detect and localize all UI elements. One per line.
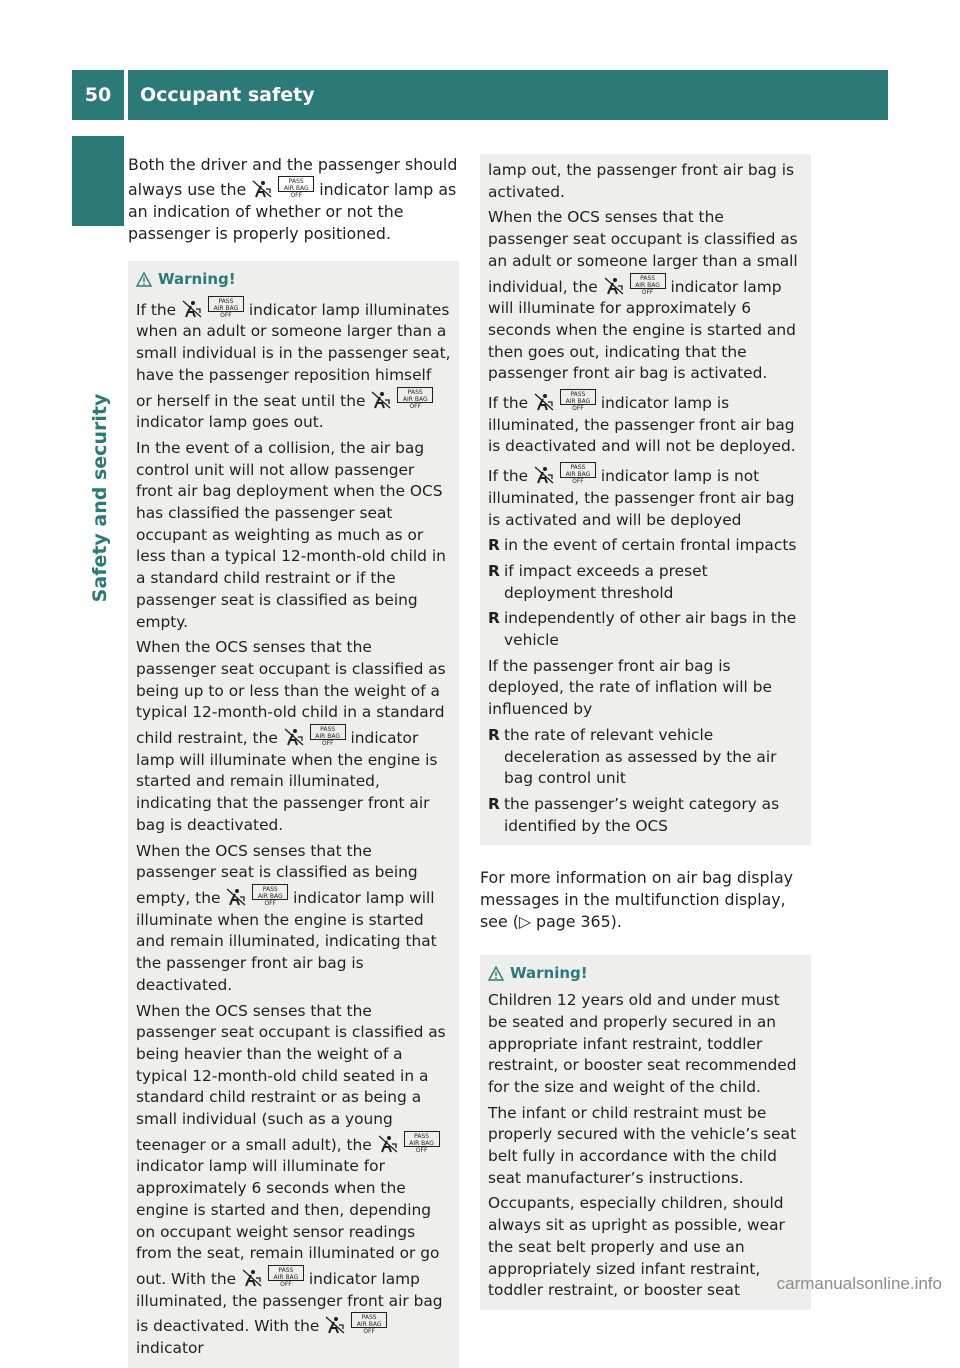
list-item [488, 561, 803, 604]
seat-occupant-icon [225, 888, 247, 906]
airbag-indicator-pair [603, 274, 666, 296]
airbag-indicator-pair [241, 1266, 304, 1288]
right-column [480, 154, 811, 1310]
pass-airbag-off-icon [252, 884, 288, 907]
warning-box-1 [128, 261, 459, 1368]
pass-airbag-off-icon [630, 273, 666, 296]
pass-airbag-off-icon [404, 1131, 440, 1154]
text: If the [488, 394, 529, 413]
seat-occupant-icon [603, 277, 625, 295]
pass-airbag-off-icon [351, 1312, 387, 1336]
pass-label: PASS [262, 885, 278, 893]
header-divider [124, 70, 128, 120]
text: indicator lamp will illuminate for approximately 6 seconds when the engine is started and then goes out, indicating that the passenger front air bag is activated. [488, 277, 796, 383]
pass-label: PASS [570, 391, 586, 399]
pass-label: PASS [218, 297, 234, 305]
pass-airbag-off-icon [310, 724, 346, 748]
warning-triangle-icon [136, 272, 152, 288]
bullet-icon: R [488, 725, 500, 744]
text: indicator lamp illuminates when an adult or someone larger than a small individual is in the passenger seat, have the passenger reposition himself or herself in the seat until the [136, 300, 451, 410]
warning-box-1-continued [480, 154, 811, 845]
airbag-off-label: AIR BAG OFF [565, 398, 591, 413]
pass-airbag-off-icon [560, 389, 596, 413]
warning-para-3 [136, 637, 451, 836]
text: When the OCS senses that the passenger seat occupant is classified as an adult or someone larger than a small individual, the [488, 208, 798, 296]
seat-occupant-icon [533, 393, 555, 411]
text: independently of other air bags in the vehicle [504, 609, 797, 650]
warning-para-4 [136, 841, 451, 997]
seat-occupant-icon [181, 300, 203, 318]
warning-title [136, 269, 451, 291]
page-number: 50 [84, 84, 112, 106]
pass-label: PASS [570, 464, 586, 472]
text: if impact exceeds a preset deployment threshold [504, 561, 708, 602]
airbag-indicator-pair [377, 1132, 440, 1154]
warning-title [488, 963, 803, 985]
list-item [488, 535, 803, 557]
pass-airbag-off-icon [208, 296, 244, 319]
pass-label: PASS [320, 726, 336, 734]
text: indicator lamp illuminated, the passenger front air bag is deactivated. With the [136, 1269, 443, 1336]
left-column [128, 154, 459, 1368]
seat-occupant-icon [533, 466, 555, 484]
text: When the OCS senses that the passenger seat occupant is classified as being up to or less than the weight of a typical 12-month-old child in a standard child restraint, the [136, 638, 446, 748]
text: indicator lamp goes out. [136, 413, 324, 432]
seat-occupant-icon [251, 180, 273, 198]
list-item [488, 608, 803, 651]
warning-para-5 [136, 1001, 451, 1360]
text: indicator lamp will illuminate for approximately 6 seconds when the engine is started and then, depending on occupant weight sensor readings from the seat, remain illuminated or go out. With the [136, 1157, 440, 1288]
pass-label: PASS [278, 1266, 294, 1274]
box-para-2 [488, 207, 803, 385]
text: If the [136, 300, 177, 319]
pass-label: PASS [407, 388, 423, 396]
warning-box-2 [480, 955, 811, 1310]
airbag-off-label: AIR BAG OFF [409, 1139, 434, 1154]
airbag-off-label: AIR BAG OFF [315, 733, 340, 748]
bullet-icon: R [488, 794, 500, 813]
pass-airbag-off-icon [278, 176, 314, 199]
airbag-indicator-pair [533, 464, 596, 486]
pass-label: PASS [288, 178, 304, 185]
airbag-off-label: AIR BAG OFF [273, 1273, 299, 1288]
airbag-indicator-pair [251, 180, 314, 199]
seat-occupant-icon [370, 391, 392, 409]
box-para-3 [488, 389, 803, 458]
pass-airbag-off-icon [560, 462, 596, 486]
pass-airbag-off-icon [397, 387, 433, 410]
warning-title-text: Warning! [510, 964, 588, 983]
warning-triangle-icon [488, 966, 504, 982]
seat-occupant-icon [283, 728, 305, 746]
pass-label: PASS [361, 1314, 377, 1322]
seat-occupant-icon [377, 1135, 399, 1153]
text: indicator lamp is not illuminated, the passenger front air bag is activated and will be deployed [488, 467, 795, 529]
section-label: Safety and security [89, 393, 111, 603]
airbag-off-label: AIR BAG OFF [356, 1321, 382, 1336]
intro-paragraph [128, 154, 459, 245]
airbag-off-label: AIR BAG OFF [213, 304, 239, 319]
text: in the event of certain frontal impacts [504, 536, 797, 555]
airbag-indicator-pair [181, 297, 244, 319]
warning2-para-2: The infant or child restraint must be properly secured with the vehicle’s seat belt fully in accordance with the child seat manufacturer’s instructions. [488, 1103, 797, 1187]
warning2-para-1: Children 12 years old and under must be seated and properly secured in an appropriate infant restraint, toddler restraint, or booster seat recommended for the size and weight of the child. [488, 991, 797, 1096]
text: For more information on air bag display messages in the multifunction display, see [480, 868, 793, 932]
box-para-4 [488, 462, 803, 531]
text: indicator lamp will illuminate when the engine is started and remain illuminated, indicating that the passenger front air bag is deactivated. [136, 888, 437, 994]
airbag-indicator-pair [283, 726, 346, 748]
text: the rate of relevant vehicle deceleration as assessed by the air bag control unit [504, 725, 777, 788]
seat-occupant-icon [324, 1316, 346, 1334]
warning2-para-3: Occupants, especially children, should always sit as upright as possible, wear the seat belt properly and use an appropriately sized infant restraint, toddler restraint, or booster seat [488, 1194, 785, 1300]
box-para-1: lamp out, the passenger front air bag is activated. [488, 161, 795, 201]
text: When the OCS senses that the passenger seat is classified as being empty, the [136, 841, 418, 907]
text: If the [488, 467, 529, 486]
airbag-indicator-pair [370, 388, 433, 410]
list-item [488, 794, 803, 837]
text: indicator lamp is illuminated, the passenger front air bag is deactivated and will not be deployed. [488, 394, 796, 456]
airbag-off-label: AIR BAG OFF [565, 471, 591, 486]
airbag-indicator-pair [324, 1314, 387, 1336]
list-item [488, 725, 803, 790]
seat-occupant-icon [241, 1269, 263, 1287]
warning-para-1 [136, 296, 451, 434]
warning-para-2: In the event of a collision, the air bag control unit will not allow passenger front air bag deployment when the OCS has classified the passenger seat occupant as weighting as much as or less than a typical 12-month-old child in a standard child restraint or if the passenger seat is classified as being empty. [136, 438, 446, 631]
intro-text-a: Both the driver and the passenger should always use the [128, 155, 458, 199]
box-para-5: If the passenger front air bag is deployed, the rate of inflation will be influenced by [488, 656, 772, 719]
text: indicator lamp will illuminate when the engine is started and remain illuminated, indicating that the passenger front air bag is deactivated. [136, 729, 438, 834]
page-title: Occupant safety [140, 84, 315, 106]
text: indicator [136, 1339, 204, 1358]
side-tab-block [72, 136, 124, 226]
watermark: carmanualsonline.info [776, 1274, 942, 1293]
pass-label: PASS [414, 1132, 430, 1140]
info-paragraph [480, 867, 811, 933]
page-reference-link[interactable]: (▷ page 365). [512, 912, 622, 932]
airbag-off-label: AIR BAG OFF [635, 281, 660, 296]
airbag-indicator-pair [533, 391, 596, 413]
airbag-off-label: AIR BAG OFF [257, 892, 283, 907]
intro-text-b: indicator lamp as an indication of whether or not the passenger is properly positioned. [128, 180, 457, 243]
bullet-icon: R [488, 536, 500, 555]
warning-title-text: Warning! [158, 270, 236, 288]
airbag-off-label: AIR BAG OFF [402, 395, 428, 410]
text: the passenger’s weight category as identified by the OCS [504, 794, 780, 835]
airbag-off-label: AIR BAG OFF [283, 185, 309, 199]
airbag-indicator-pair [225, 885, 288, 907]
bullet-icon: R [488, 609, 500, 628]
bullet-icon: R [488, 561, 500, 580]
pass-label: PASS [640, 274, 656, 282]
text: When the OCS senses that the passenger seat occupant is classified as being heavier than the weight of a typical 12-month-old child seated in a standard child restraint or as being a small individual (such as a young teenager or a small adult), the [136, 1001, 446, 1154]
pass-airbag-off-icon [268, 1265, 304, 1288]
